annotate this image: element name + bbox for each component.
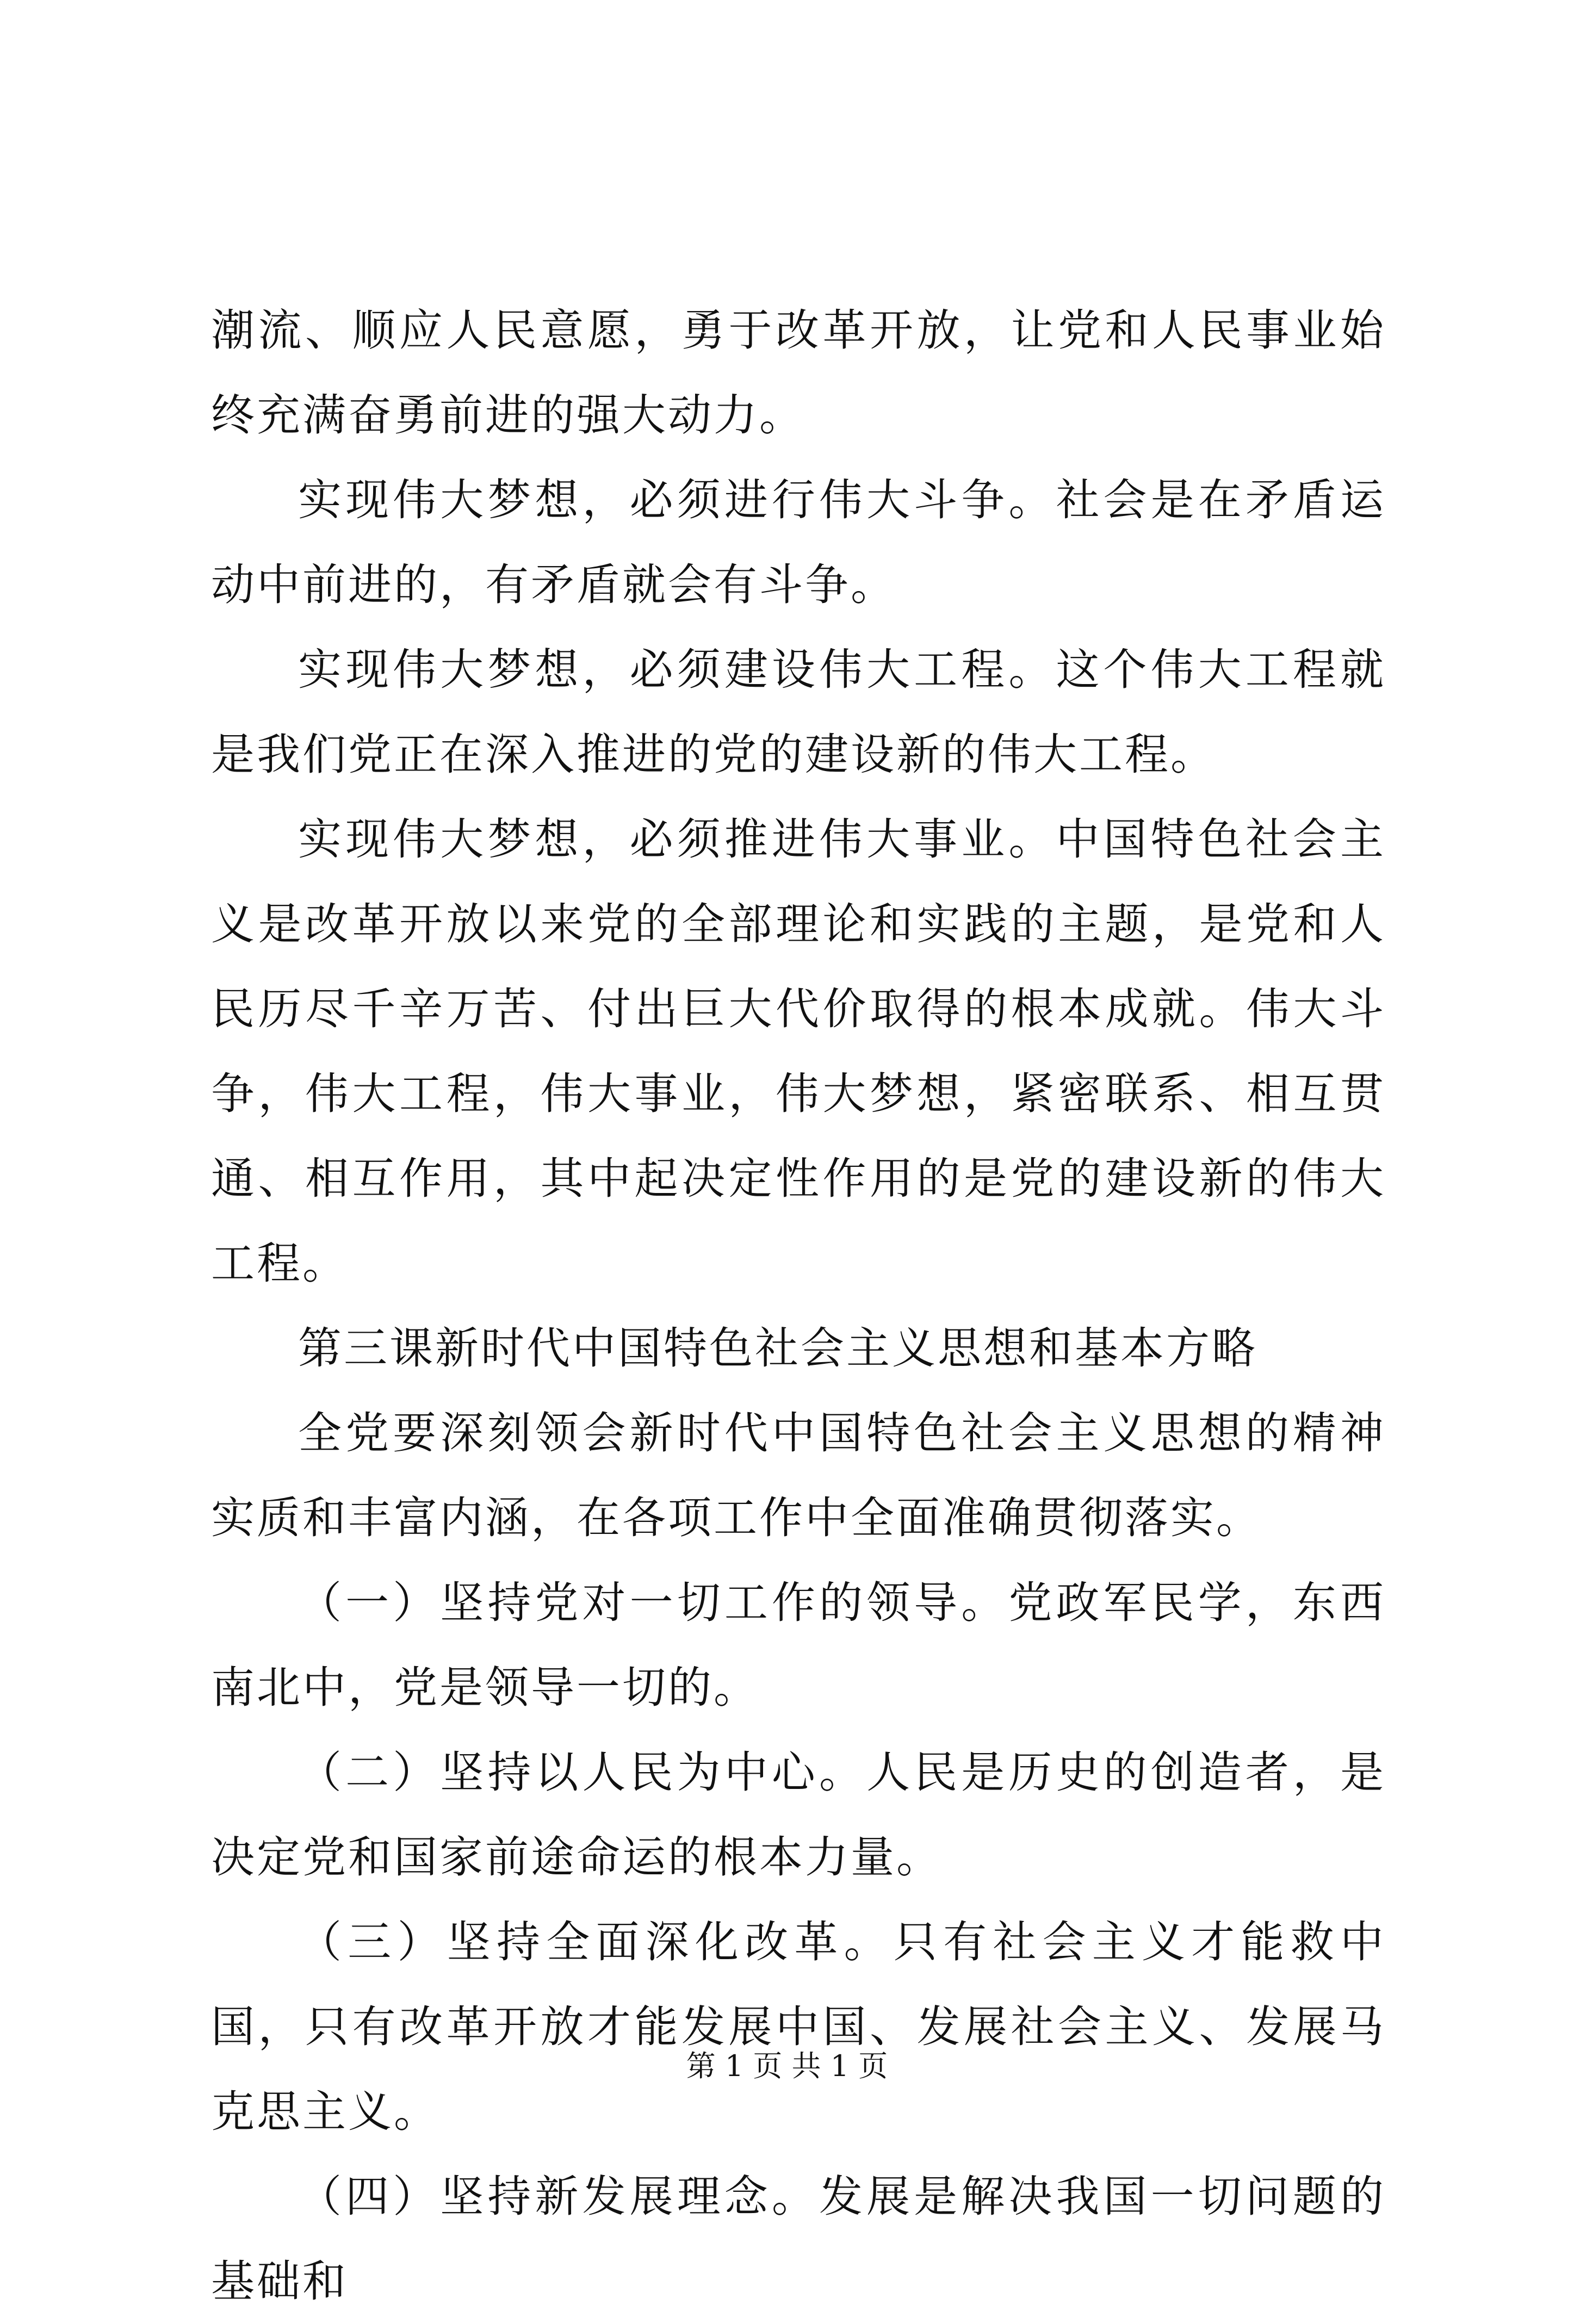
list-item-3: （三）坚持全面深化改革。只有社会主义才能救中国，只有改革开放才能发展中国、发展社会主义、发展马克思主义。 — [211, 1917, 1386, 2137]
list-item-4: （四）坚持新发展理念。发展是解决我国一切问题的基础和 — [211, 2171, 1386, 2307]
document-body — [211, 288, 1386, 2324]
page-footer: 第 1 页 共 1 页 — [686, 2049, 888, 2083]
paragraph-1: 潮流、顺应人民意愿，勇于改革开放，让党和人民事业始终充满奋勇前进的强大动力。 — [211, 305, 1386, 440]
section-heading: 第三课新时代中国特色社会主义思想和基本方略 — [298, 1323, 1257, 1374]
paragraph-2: 实现伟大梦想，必须进行伟大斗争。社会是在矛盾运动中前进的，有矛盾就会有斗争。 — [211, 475, 1386, 610]
paragraph-4: 实现伟大梦想，必须推进伟大事业。中国特色社会主义是改革开放以来党的全部理论和实践的主题，是党和人民历尽千辛万苦、付出巨大代价取得的根本成就。伟大斗争，伟大工程，伟大事业，伟大梦想，紧密联系、相互贯通、相互作用，其中起决定性作用的是党的建设新的伟大工程。 — [211, 814, 1386, 1289]
list-item-2: （二）坚持以人民为中心。人民是历史的创造者，是决定党和国家前途命运的根本力量。 — [211, 1747, 1386, 1882]
paragraph-6: 全党要深刻领会新时代中国特色社会主义思想的精神实质和丰富内涵，在各项工作中全面准确贯彻落实。 — [211, 1408, 1386, 1543]
paragraph-3: 实现伟大梦想，必须建设伟大工程。这个伟大工程就是我们党正在深入推进的党的建设新的伟大工程。 — [211, 644, 1386, 780]
list-item-1: （一）坚持党对一切工作的领导。党政军民学，东西南北中，党是领导一切的。 — [211, 1577, 1386, 1713]
